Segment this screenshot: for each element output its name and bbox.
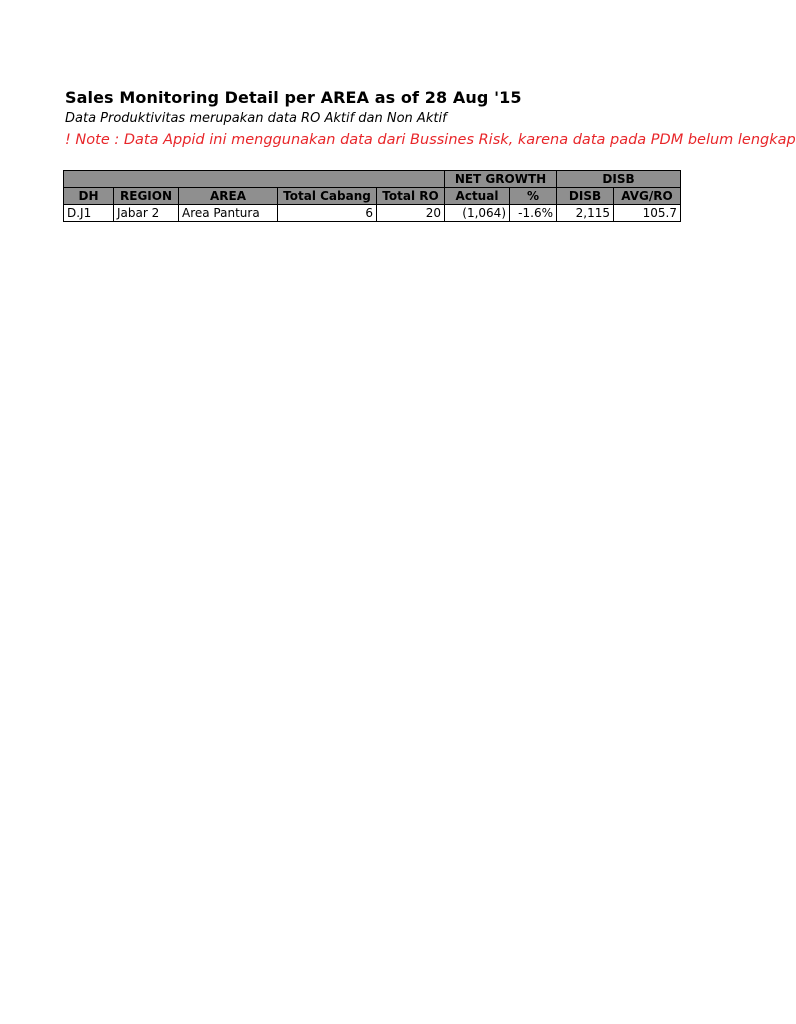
group-header-row [64, 171, 681, 188]
table-row [64, 205, 681, 222]
column-header-row [64, 188, 681, 205]
cell-disb: 2,115 [557, 205, 614, 222]
group-header-spacer [64, 171, 445, 188]
cell-total-ro: 20 [377, 205, 445, 222]
col-header-region: REGION [114, 188, 179, 205]
cell-avg-ro: 105.7 [614, 205, 681, 222]
cell-total-cabang: 6 [278, 205, 377, 222]
cell-actual: (1,064) [445, 205, 510, 222]
col-header-disb: DISB [557, 188, 614, 205]
group-header-net-growth: NET GROWTH [445, 171, 557, 188]
col-header-actual: Actual [445, 188, 510, 205]
col-header-avg-ro: AVG/RO [614, 188, 681, 205]
cell-region: Jabar 2 [114, 205, 179, 222]
cell-area: Area Pantura [179, 205, 278, 222]
cell-dh: D.J1 [64, 205, 114, 222]
group-header-disb: DISB [557, 171, 681, 188]
report-subtitle: Data Produktivitas merupakan data RO Aktif dan Non Aktif [65, 111, 447, 126]
col-header-pct: % [510, 188, 557, 205]
report-note: ! Note : Data Appid ini menggunakan data dari Bussines Risk, karena data pada PDM belum lengkap [65, 132, 796, 148]
note-cell [65, 129, 796, 151]
cell-pct: -1.6% [510, 205, 557, 222]
sales-table [63, 170, 681, 222]
col-header-dh: DH [64, 188, 114, 205]
col-header-total-cabang: Total Cabang [278, 188, 377, 205]
col-header-total-ro: Total RO [377, 188, 445, 205]
report-title: Sales Monitoring Detail per AREA as of 28 Aug '15 [65, 88, 522, 107]
col-header-area: AREA [179, 188, 278, 205]
